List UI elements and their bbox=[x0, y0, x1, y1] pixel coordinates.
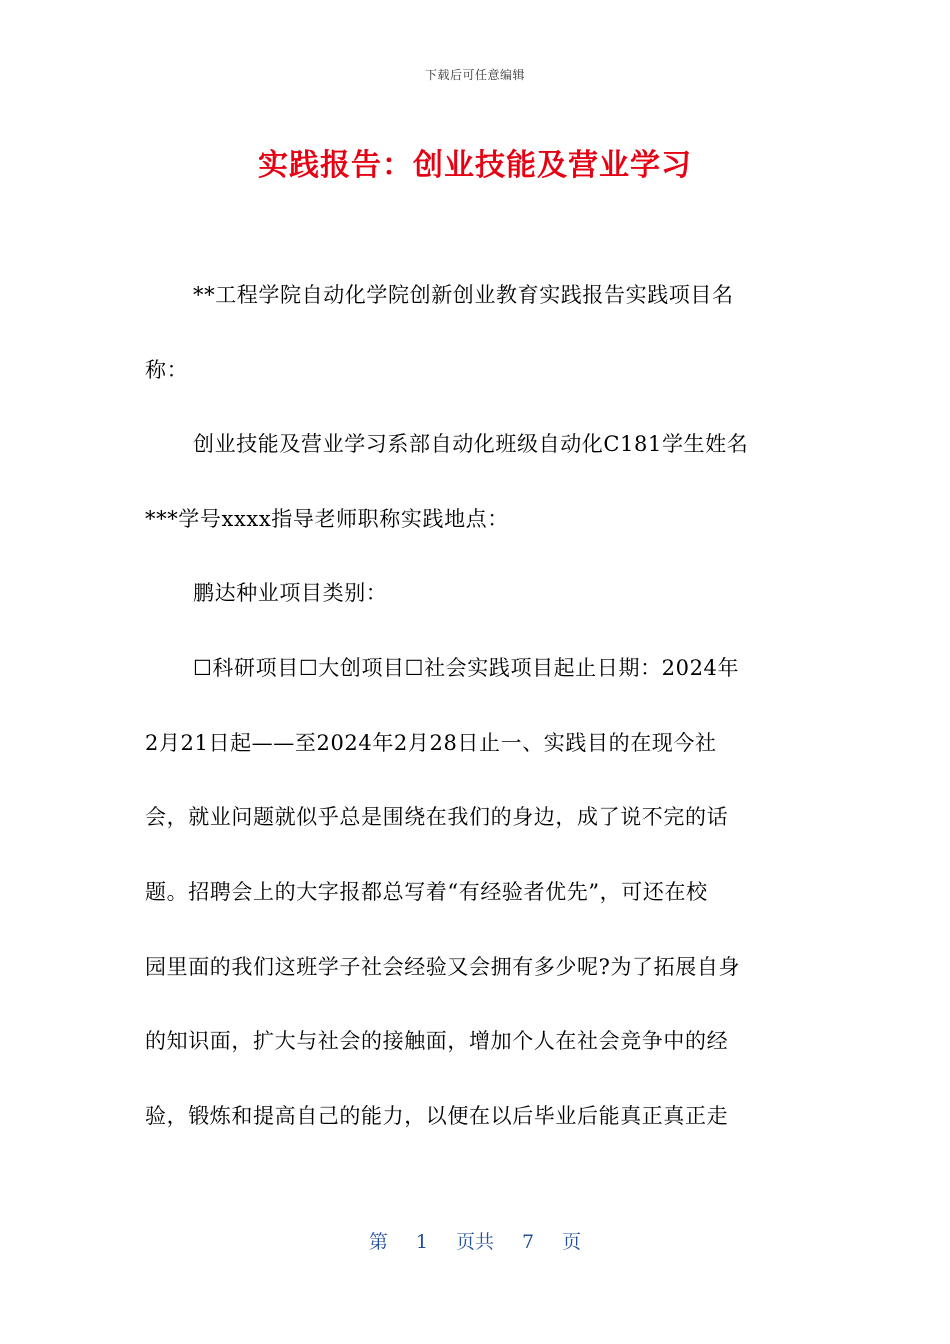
header-note: 下载后可任意编辑 bbox=[424, 68, 525, 82]
body-line-1: **工程学院自动化学院创新创业教育实践报告实践项目名 bbox=[193, 283, 734, 307]
footer-total-pages: 7 bbox=[522, 1231, 535, 1253]
footer-page-number: 1 bbox=[415, 1231, 428, 1253]
body-line-5: 鹏达种业项目类别： bbox=[193, 581, 388, 605]
body-line-12: 验，锻炼和提高自己的能力，以便在以后毕业后能真正真正走 bbox=[145, 1104, 729, 1128]
footer-page-suffix: 页 bbox=[562, 1231, 582, 1253]
body-line-8: 会，就业问题就似乎总是围绕在我们的身边，成了说不完的话 bbox=[145, 805, 729, 829]
page-footer bbox=[0, 1227, 950, 1254]
body-line-3: 创业技能及营业学习系部自动化班级自动化C181学生姓名 bbox=[193, 432, 749, 456]
body-line-4: ***学号xxxx指导老师职称实践地点： bbox=[145, 507, 509, 531]
body-line-6: ☐科研项目☐大创项目☐社会实践项目起止日期：2024年 bbox=[193, 656, 740, 680]
body-line-7: 2月21日起——至2024年2月28日止一、实践目的在现今社 bbox=[145, 731, 717, 755]
body-line-11: 的知识面，扩大与社会的接触面，增加个人在社会竞争中的经 bbox=[145, 1029, 729, 1053]
body-line-9: 题。招聘会上的大字报都总写着“有经验者优先”，可还在校 bbox=[145, 880, 708, 904]
footer-page-middle: 页共 bbox=[455, 1231, 494, 1253]
document-title: 实践报告：创业技能及营业学习 bbox=[258, 148, 692, 183]
body-line-2: 称： bbox=[145, 358, 189, 382]
body-line-10: 园里面的我们这班学子社会经验又会拥有多少呢?为了拓展自身 bbox=[145, 955, 741, 979]
footer-page-prefix: 第 bbox=[368, 1231, 388, 1253]
